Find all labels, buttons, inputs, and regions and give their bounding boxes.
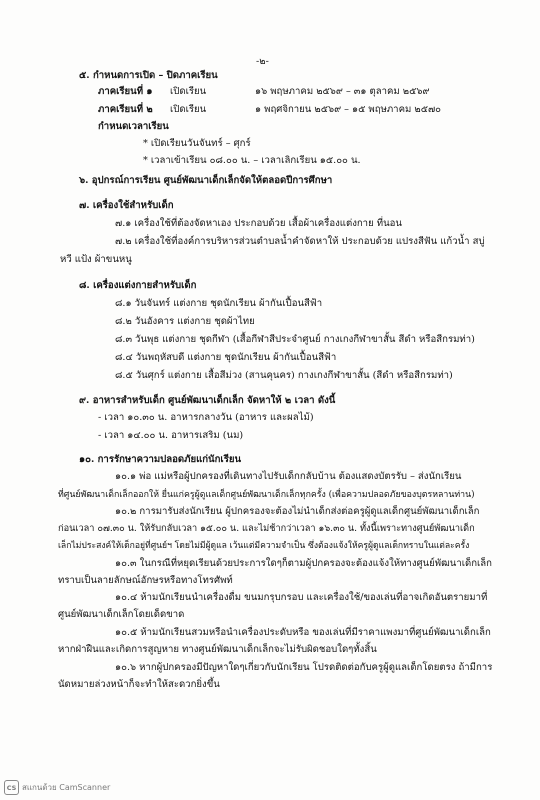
- section6-heading: ๖. อุปกรณ์การเรียน ศูนย์พัฒนาเด็กเล็กจัดให้ตลอดปีการศึกษา: [79, 175, 333, 186]
- section10-line: ทราบเป็นลายลักษณ์อักษรหรือทางโทรศัพท์: [58, 575, 233, 586]
- section7-item2: ๗.๒ เครื่องใช้ที่องค์การบริหารส่วนตำบลน้ำคำจัดหาให้ ประกอบด้วย แปรงสีฟัน แก้วน้ำ สบู่: [115, 236, 485, 247]
- term2-label: ภาคเรียนที่ ๒: [98, 104, 153, 115]
- section7-item1: ๗.๑ เครื่องใช้ที่ต้องจัดหาเอง ประกอบด้วย เสื้อผ้าเครื่องแต่งกาย ที่นอน: [115, 218, 402, 229]
- page-number: -๒-: [256, 56, 269, 67]
- section7-heading: ๗. เครื่องใช้สำหรับเด็ก: [79, 200, 174, 211]
- section10-line: ก่อนเวลา ๐๗.๓๐ น. ให้รับกลับเวลา ๑๕.๐๐ น. และไม่ช้ากว่าเวลา ๑๖.๓๐ น. ทั้งนี้เพราะทางศูนย์พัฒนาเด็ก: [58, 523, 475, 534]
- section10-line: ศูนย์พัฒนาเด็กเล็กโดยเด็ดขาด: [58, 609, 185, 620]
- section8-heading: ๘. เครื่องแต่งกายสำหรับเด็ก: [79, 280, 197, 291]
- section10-line: ๑๐.๖ หากผู้ปกครองมีปัญหาใดๆเกี่ยวกับนักเรียน โปรดติดต่อกับครูผู้ดูแลเด็กโดยตรง ถ้ามีการ: [115, 662, 493, 673]
- section9-item-milk: - เวลา ๑๔.๐๐ น. อาหารเสริม (นม): [98, 430, 244, 441]
- term1-open: เปิดเรียน: [170, 86, 207, 97]
- schedule-days: * เปิดเรียนวันจันทร์ – ศุกร์: [143, 138, 251, 149]
- schedule-hours: * เวลาเข้าเรียน ๐๘.๐๐ น. – เวลาเลิกเรียน ๑๕.๐๐ น.: [143, 155, 361, 166]
- section7-item2-cont: หวี แป้ง ผ้าขนหนู: [60, 254, 132, 265]
- section9-heading: ๙. อาหารสำหรับเด็ก ศูนย์พัฒนาเด็กเล็ก จัดหาให้ ๒ เวลา ดังนี้: [79, 395, 336, 406]
- section10-line: ที่ศูนย์พัฒนาเด็กเล็กออกให้ ยื่นแก่ครูผู้ดูแลเด็กศูนย์พัฒนาเด็กเล็กทุกครั้ง (เพื่อความปลอดภัยของบุตรหลานท่าน): [58, 490, 475, 500]
- section8-item-monday: ๘.๑ วันจันทร์ แต่งกาย ชุดนักเรียน ผ้ากันเปื้อนสีฟ้า: [115, 298, 323, 309]
- schedule-heading: กำหนดเวลาเรียน: [98, 121, 169, 132]
- section8-item-thursday: ๘.๔ วันพฤหัสบดี แต่งกาย ชุดนักเรียน ผ้ากันเปื้อนสีฟ้า: [115, 352, 337, 363]
- section5-heading: ๕. กำหนดการเปิด – ปิดภาคเรียน: [79, 70, 218, 81]
- section10-line: ๑๐.๒ การมารับส่งนักเรียน ผู้ปกครองจะต้องไม่นำเด็กส่งต่อครูผู้ดูแลเด็กศูนย์พัฒนาเด็กเล็ก: [115, 506, 480, 517]
- term1-label: ภาคเรียนที่ ๑: [98, 86, 153, 97]
- section10-line: ๑๐.๔ ห้ามนักเรียนนำเครื่องดื่ม ขนมกรุบกรอบ และเครื่องใช้/ของเล่นที่อาจเกิดอันตรายมาที่: [115, 592, 488, 603]
- camscanner-icon: CS: [4, 780, 19, 795]
- section10-line: นัดหมายล่วงหน้าก็จะทำให้สะดวกยิ่งขึ้น: [58, 679, 220, 690]
- term2-open: เปิดเรียน: [170, 104, 207, 115]
- camscanner-text: สแกนด้วย CamScanner: [22, 783, 111, 792]
- section10-line: ๑๐.๓ ในกรณีที่หยุดเรียนด้วยประการใดๆก็ตามผู้ปกครองจะต้องแจ้งให้ทางศูนย์พัฒนาเด็กเล็ก: [115, 558, 492, 569]
- section10-line: เล็กไม่ประสงค์ให้เด็กอยู่ที่ศูนย์ฯ โดยไม่มีผู้ดูแล เว้นแต่มีความจำเป็น ซึ่งต้องแจ้งให้ครูผู้ดูแลเด็กทราบในแต่ละครั้ง: [58, 541, 470, 551]
- section9-item-lunch: - เวลา ๑๐.๓๐ น. อาหารกลางวัน (อาหาร และผลไม้): [98, 412, 314, 423]
- section10-line: ๑๐.๕ ห้ามนักเรียนสวมหรือนำเครื่องประดับหรือ ของเล่นที่มีราคาแพงมาที่ศูนย์พัฒนาเด็กเล็ก: [115, 627, 491, 638]
- section8-item-wednesday: ๘.๓ วันพุธ แต่งกาย ชุดกีฬา (เสื้อกีฬาสีประจำศูนย์ กางเกงกีฬาขาสั้น สีดำ หรือสีกรมท่า): [115, 334, 475, 345]
- term2-dates: ๑ พฤศจิกายน ๒๕๖๙ – ๑๕ พฤษภาคม ๒๕๗๐: [255, 104, 442, 115]
- camscanner-watermark: [4, 780, 110, 795]
- section10-line: หากฝ่าฝืนและเกิดการสูญหาย ทางศูนย์พัฒนาเด็กเล็กจะไม่รับผิดชอบใดๆทั้งสิ้น: [58, 644, 377, 655]
- section8-item-friday: ๘.๕ วันศุกร์ แต่งกาย เสื้อสีม่วง (สานคุนคร) กางเกงกีฬาขาสั้น (สีดำ หรือสีกรมท่า): [115, 370, 453, 381]
- section10-line: ๑๐.๑ พ่อ แม่หรือผู้ปกครองที่เดินทางไปรับเด็กกลับบ้าน ต้องแสดงบัตรรับ – ส่งนักเรียน: [115, 471, 462, 482]
- section10-heading: ๑๐. การรักษาความปลอดภัยแก่นักเรียน: [79, 454, 242, 465]
- term1-dates: ๑๖ พฤษภาคม ๒๕๖๙ – ๓๑ ตุลาคม ๒๕๖๙: [255, 86, 430, 97]
- section8-item-tuesday: ๘.๒ วันอังคาร แต่งกาย ชุดผ้าไทย: [115, 316, 255, 327]
